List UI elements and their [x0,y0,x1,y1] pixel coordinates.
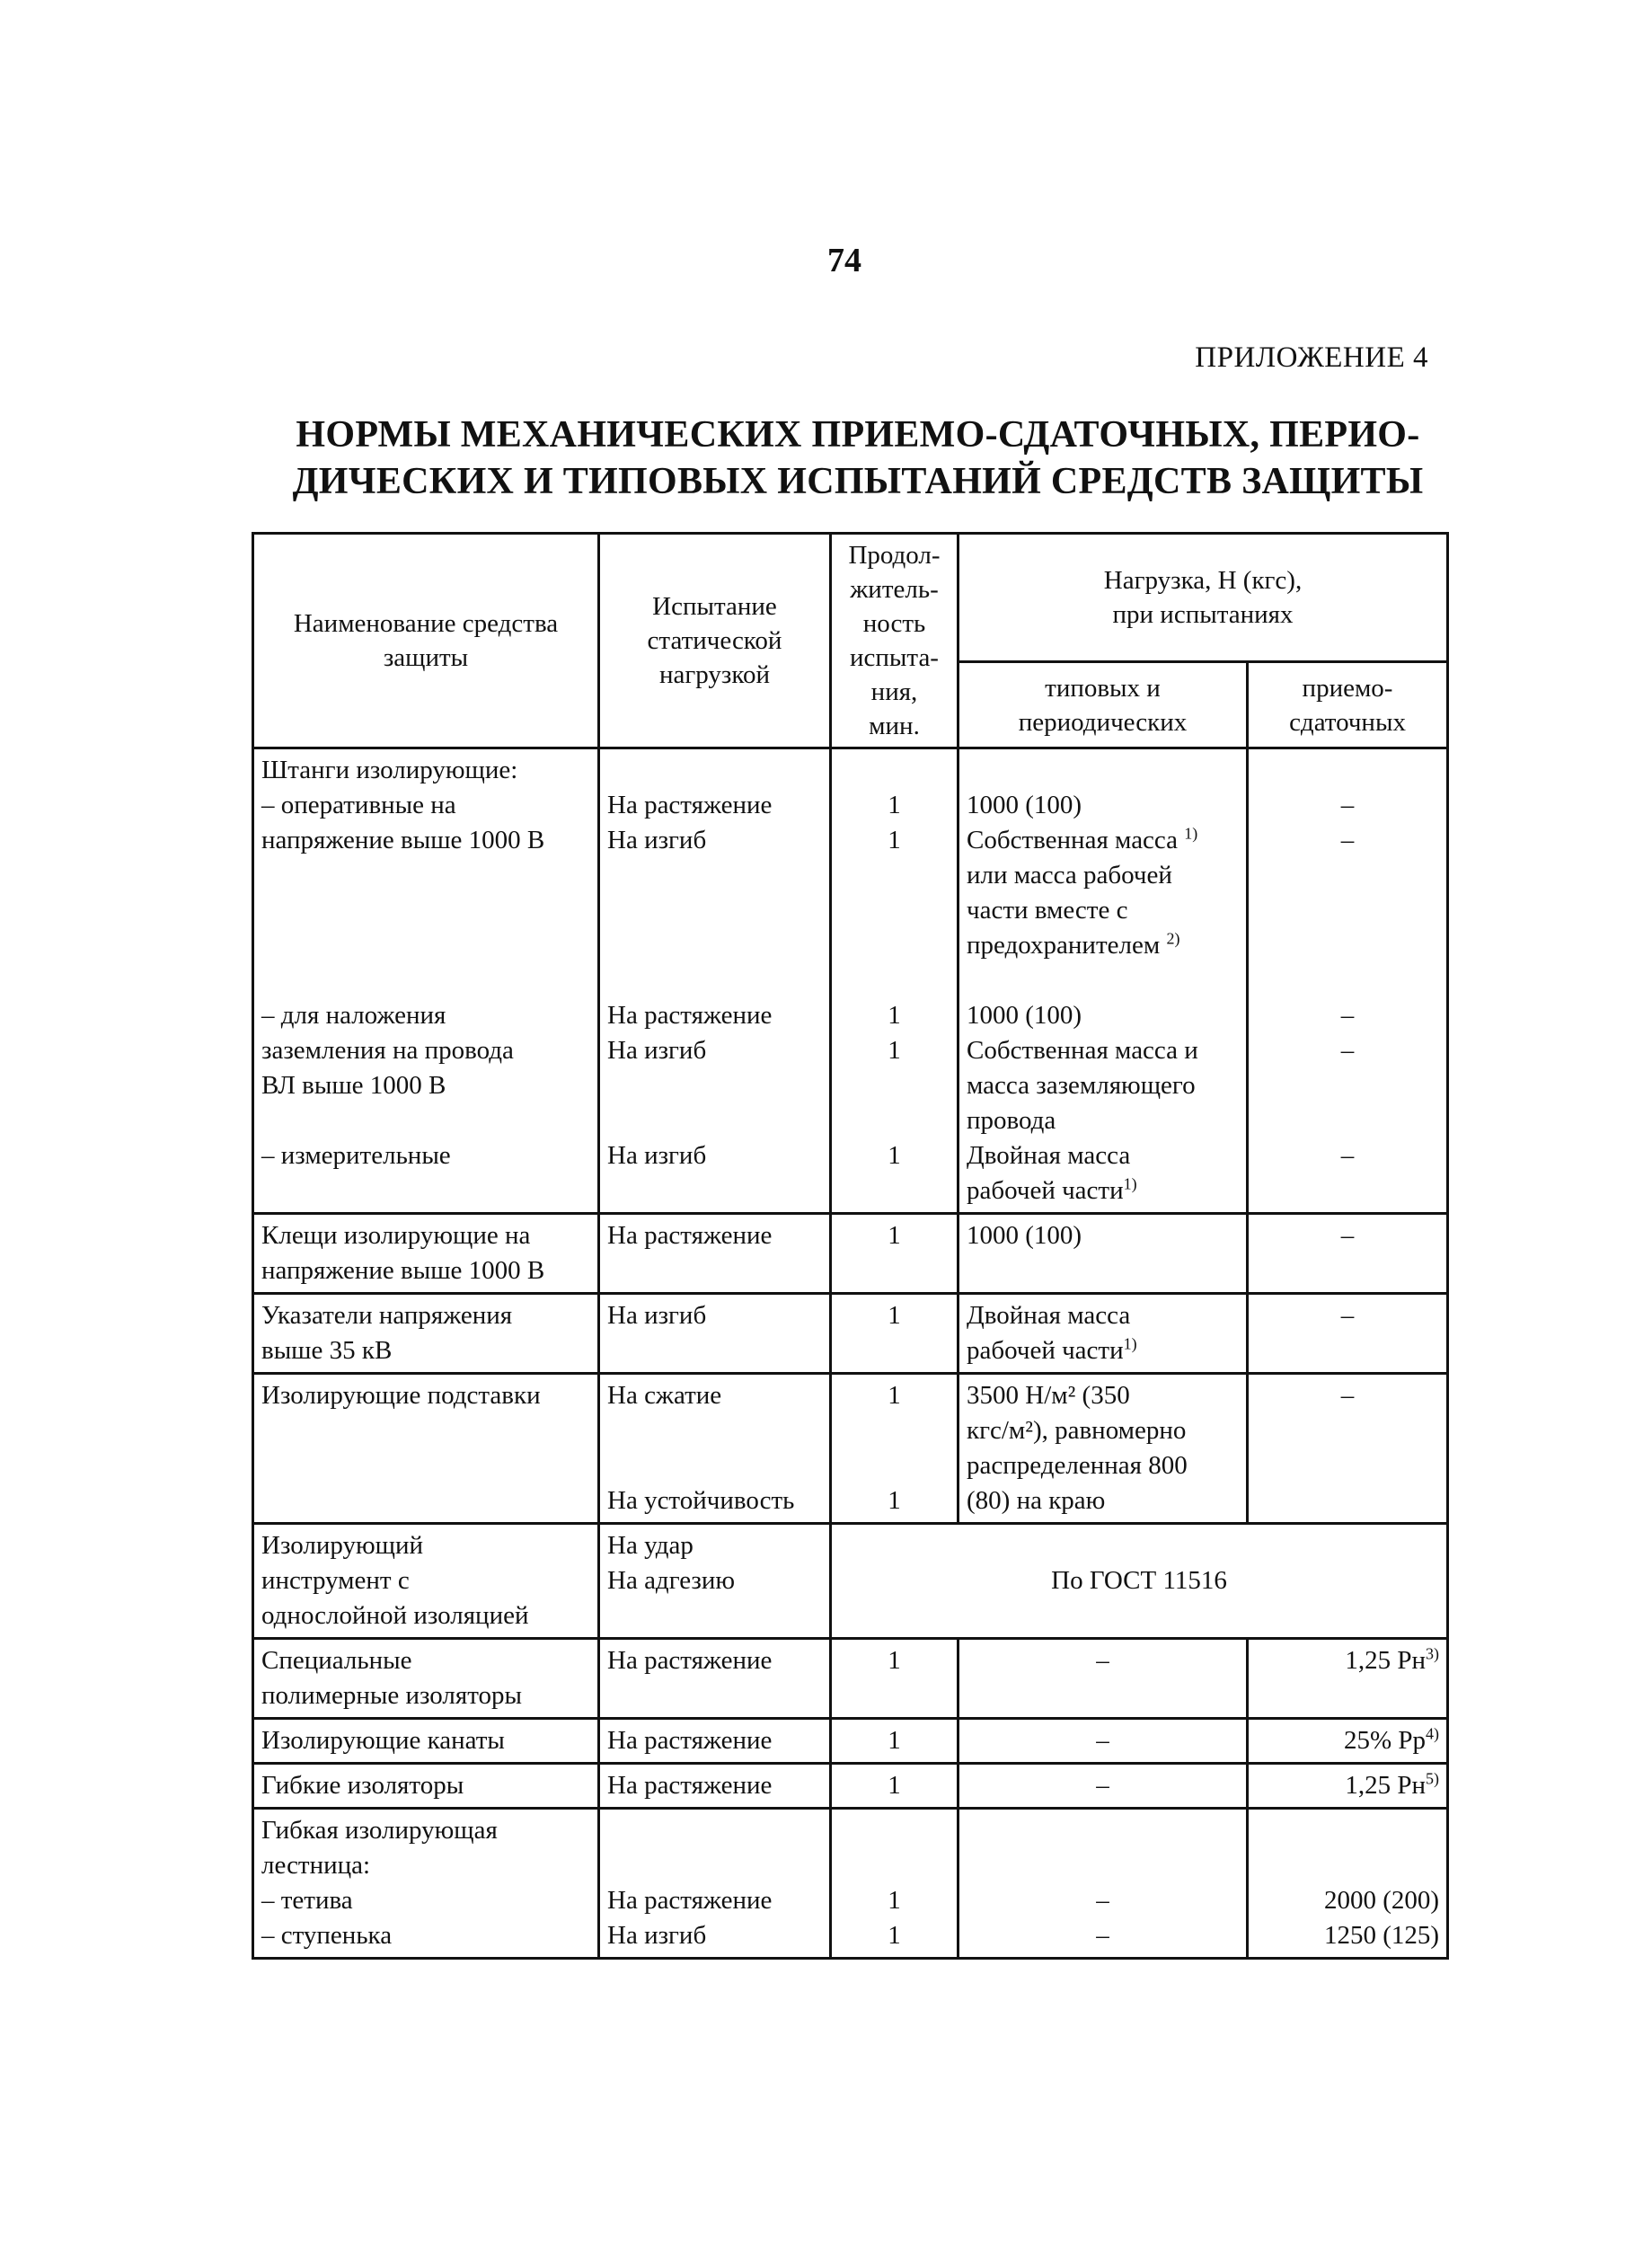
cell-acceptance: 25% $Рр^{4)}$ [1248,1719,1448,1764]
cell-acceptance: – [1248,1214,1448,1294]
cell-duration: 1 1 [831,1374,959,1524]
cell-name: Изолирующие подставки [253,1374,599,1524]
table-row-indicators [253,1294,1448,1374]
col-header-acceptance: приемо- сдаточных [1248,662,1448,748]
norms-table [252,532,1449,1960]
cell-standard-reference: По ГОСТ 11516 [831,1524,1448,1639]
table-header [253,534,1448,748]
cell-typical: 1000 (100) Собственная масса $^{1)}$ или масса рабочей части вместе с предохранителем $^{2)}$ 1000 (100) Собственная масса и масса заземляющего провода Двойная масса рабочей части$^{1)}$ [959,748,1248,1214]
appendix-label: ПРИЛОЖЕНИЕ 4 [1195,341,1428,374]
cell-test: На растяжение [599,1764,831,1809]
cell-name: Специальные полимерные изоляторы [253,1639,599,1719]
page-number: 74 [827,242,861,279]
table-row-flexible-insulators [253,1764,1448,1809]
cell-typical: – – [959,1809,1248,1959]
table-row-ladder [253,1809,1448,1959]
col-header-duration: Продол- житель- ность испыта- ния, мин. [831,534,959,748]
cell-duration: 1 1 1 1 1 [831,748,959,1214]
cell-acceptance: 1,25 $Рн^{5)}$ [1248,1764,1448,1809]
title-line-1: НОРМЫ МЕХАНИЧЕСКИХ ПРИЕМО-СДАТОЧНЫХ, ПЕРИО- [296,414,1420,456]
table-row-stands [253,1374,1448,1524]
cell-test: На растяжение [599,1639,831,1719]
cell-test: На изгиб [599,1294,831,1374]
cell-name: Указатели напряжения выше 35 кВ [253,1294,599,1374]
cell-name: Изолирующий инструмент с однослойной изоляцией [253,1524,599,1639]
document-title [261,412,1455,505]
cell-test: На сжатие На устойчивость [599,1374,831,1524]
cell-duration: 1 [831,1639,959,1719]
cell-test: На растяжение [599,1214,831,1294]
cell-duration: 1 [831,1214,959,1294]
cell-name: Гибкие изоляторы [253,1764,599,1809]
cell-acceptance: – [1248,1374,1448,1524]
col-header-load: Нагрузка, Н (кгс), при испытаниях [959,534,1448,662]
table-row-rods [253,748,1448,1214]
cell-acceptance: – [1248,1294,1448,1374]
cell-name: Изолирующие канаты [253,1719,599,1764]
table-row-pliers [253,1214,1448,1294]
cell-typical: 1000 (100) [959,1214,1248,1294]
cell-name: Гибкая изолирующая лестница: – тетива – ступенька [253,1809,599,1959]
cell-test: На растяжение На изгиб На растяжение На изгиб На изгиб [599,748,831,1214]
cell-duration: 1 1 [831,1809,959,1959]
cell-test: На растяжение На изгиб [599,1809,831,1959]
col-header-typical: типовых и периодических [959,662,1248,748]
col-header-name: Наименование средства защиты [253,534,599,748]
cell-acceptance: 2000 (200) 1250 (125) [1248,1809,1448,1959]
cell-typical: Двойная масса рабочей части$^{1)}$ [959,1294,1248,1374]
table-row-polymer-insulators [253,1639,1448,1719]
cell-typical: 3500 Н/м² (350 кгс/м²), равномерно распределенная 800 (80) на краю [959,1374,1248,1524]
cell-name: Штанги изолирующие: – оперативные на напряжение выше 1000 В – для наложения заземления на провода ВЛ выше 1000 В – измерительные [253,748,599,1214]
cell-test: На удар На адгезию [599,1524,831,1639]
cell-name: Клещи изолирующие на напряжение выше 1000 В [253,1214,599,1294]
cell-typical: – [959,1719,1248,1764]
table-row-ropes [253,1719,1448,1764]
cell-acceptance: – – – – – [1248,748,1448,1214]
table-row-tools [253,1524,1448,1639]
cell-test: На растяжение [599,1719,831,1764]
cell-duration: 1 [831,1719,959,1764]
header-row-1 [253,534,1448,662]
cell-duration: 1 [831,1764,959,1809]
cell-typical: – [959,1639,1248,1719]
col-header-static-load: Испытание статической нагрузкой [599,534,831,748]
title-line-2: ДИЧЕСКИХ И ТИПОВЫХ ИСПЫТАНИЙ СРЕДСТВ ЗАЩИТЫ [292,461,1424,502]
cell-typical: – [959,1764,1248,1809]
cell-acceptance: 1,25 $Рн^{3)}$ [1248,1639,1448,1719]
cell-duration: 1 [831,1294,959,1374]
